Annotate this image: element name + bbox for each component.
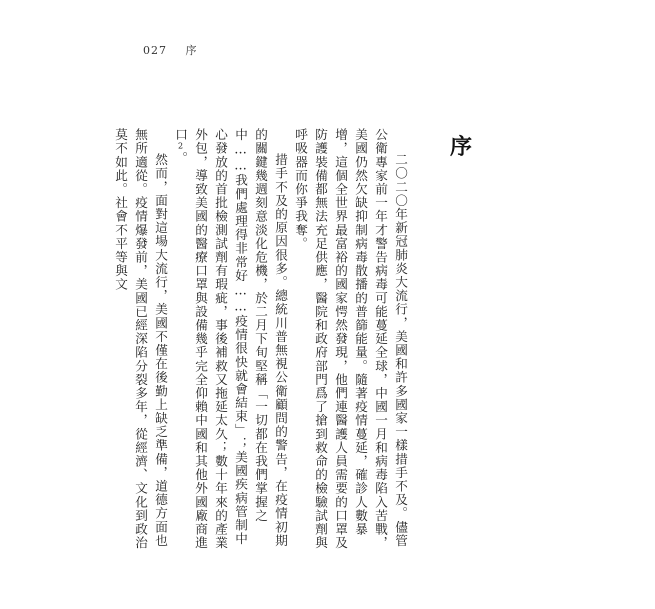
footnote-reference: 2 [176, 141, 185, 152]
paragraph-text: 措手不及的原因很多。總統川普無視公衛顧問的警告，在疫情初期的關鍵幾週刻意淡化危機，於二月下旬堅稱「一切都在我們掌握之中……我們處理得非常好……疫情很快就會結束」；美國疾病管制中心發放的首批檢測試劑有瑕疵，事後補救又拖延太久；數十年來的產業外包，導致美國的醫療口罩與設備幾乎完全仰賴中國和其他外國廠商進口 [173, 128, 288, 550]
running-header-section: 序 [185, 44, 198, 57]
paragraph: 二〇二〇年新冠肺炎大流行，美國和許多國家一樣措手不及。儘管公衛專家前一年才警告病毒可能蔓延全球，中國一月和病毒陷入苦戰，美國仍然欠缺抑制病毒散播的普篩能量。隨著疫情蔓延，確診人數暴增，這個全世界最富裕的國家愕然發現，他們連醫護人員需要的口罩及防護裝備都無法充足供應，醫院和政府部門爲了搶到救命的檢驗試劑與呼吸器而你爭我奪。 [293, 128, 408, 550]
body-text [110, 128, 410, 553]
page-number: 027 [143, 44, 167, 57]
paragraph: 然而，面對這場大流行，美國不僅在後勤上缺乏準備，道德方面也無所適從。疫情爆發前，美國已經深陷分裂多年，從經濟、文化到政治莫不如此。社會不平等與文 [113, 128, 168, 550]
paragraph [170, 128, 290, 553]
paragraph-end: 。 [173, 151, 188, 166]
running-header [143, 42, 198, 58]
chapter-title: 序 [450, 134, 473, 160]
